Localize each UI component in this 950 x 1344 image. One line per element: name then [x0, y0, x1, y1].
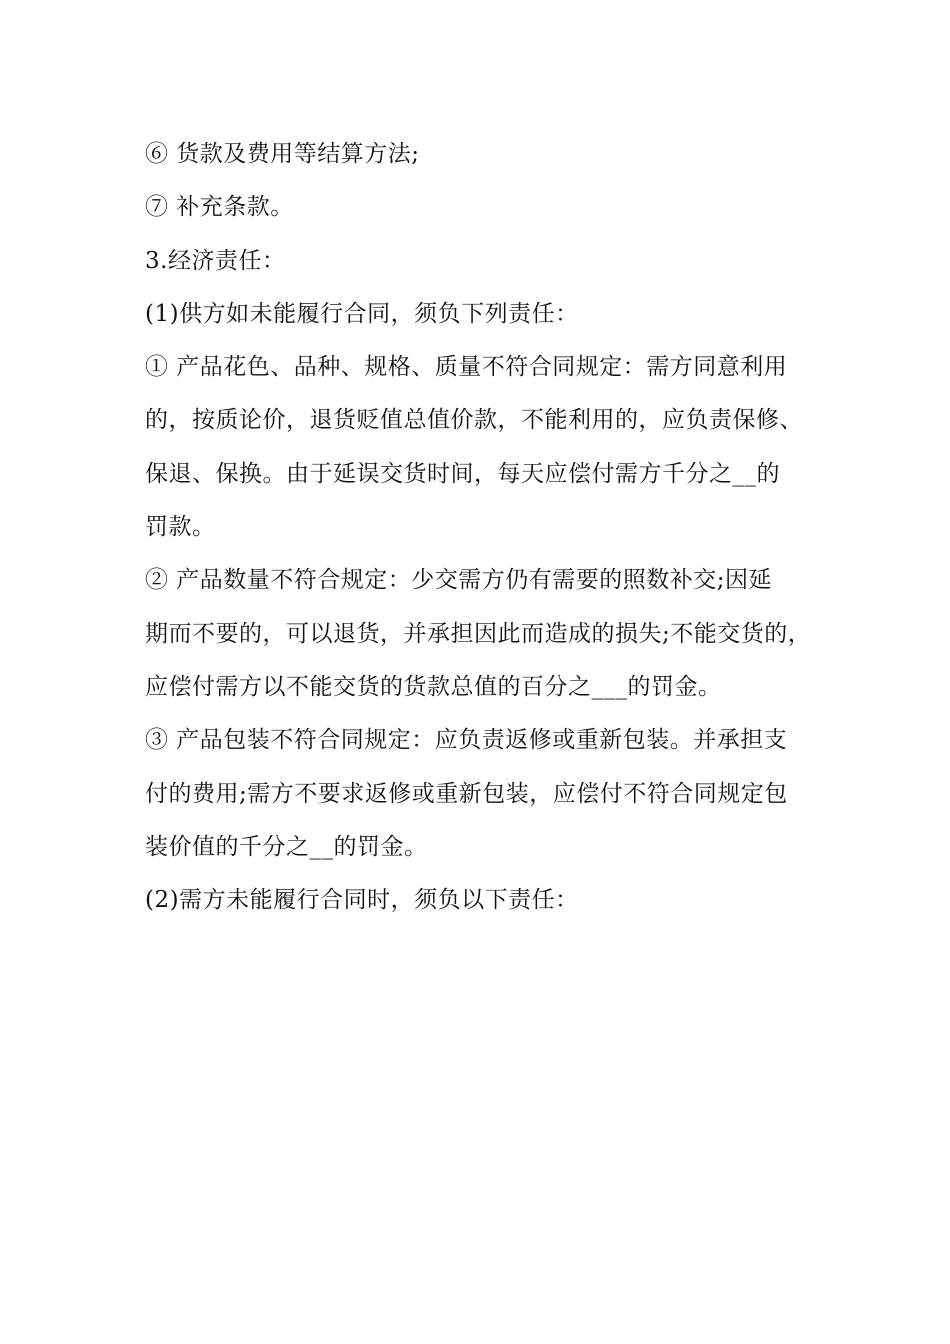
paragraph-line: 罚款。 — [145, 514, 216, 541]
paragraph-line: ① 产品花色、品种、规格、质量不符合同规定：需方同意利用 — [145, 354, 788, 381]
subsection-2-heading: (2)需方未能履行合同时，须负以下责任： — [145, 887, 579, 914]
contract-text — [145, 128, 835, 927]
clause-7-supplementary: ⑦ 补充条款。 — [145, 194, 294, 221]
paragraph-line: 装价值的千分之__的罚金。 — [145, 833, 428, 860]
paragraph-line: 应偿付需方以不能交货的货款总值的百分之___的罚金。 — [145, 673, 722, 700]
clause-6-settlement: ⑥ 货款及费用等结算方法; — [145, 141, 420, 167]
paragraph-line: 的，按质论价，退货贬值总值价款，不能利用的，应负责保修、 — [145, 407, 803, 434]
paragraph-line: ② 产品数量不符合规定：少交需方仍有需要的照数补交;因延 — [145, 567, 773, 594]
paragraph-line: 期而不要的，可以退货，并承担因此而造成的损失;不能交货的， — [145, 620, 812, 647]
paragraph-line: 保退、保换。由于延误交货时间，每天应偿付需方千分之__的 — [145, 460, 780, 487]
subsection-1-heading: (1)供方如未能履行合同，须负下列责任： — [145, 300, 579, 327]
section-3-heading: 3.经济责任： — [145, 247, 286, 274]
paragraph-line: ③ 产品包装不符合同规定：应负责返修或重新包装。并承担支 — [145, 727, 788, 754]
paragraph-line: 付的费用;需方不要求返修或重新包装，应偿付不符合同规定包 — [145, 780, 788, 807]
